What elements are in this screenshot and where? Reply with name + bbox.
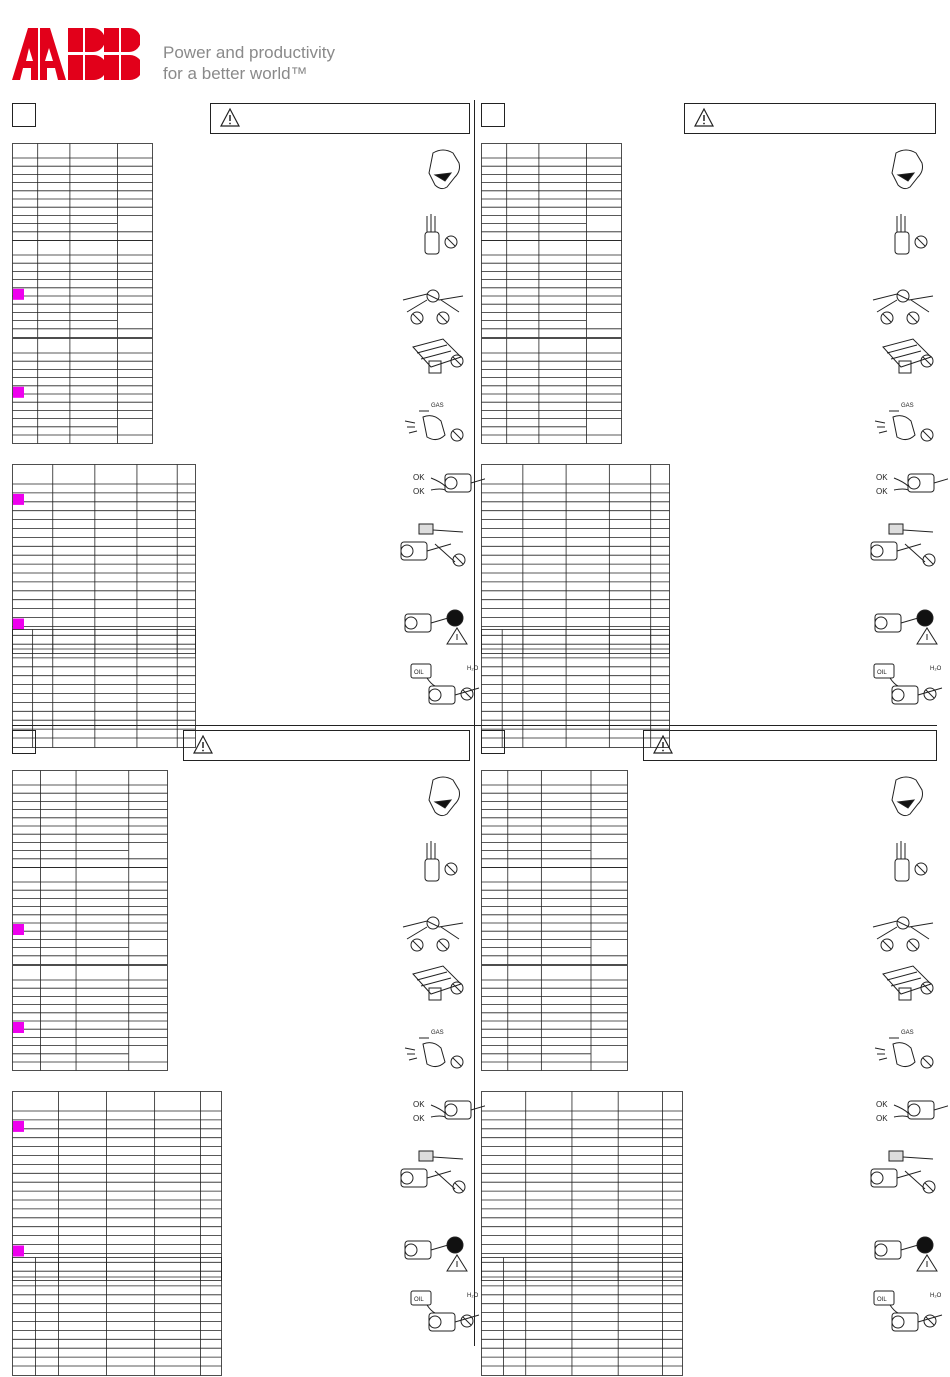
hand-icon bbox=[868, 145, 948, 201]
highlight-marker bbox=[13, 494, 24, 505]
spec-table-2-3 bbox=[481, 338, 623, 445]
oil-icon bbox=[868, 1285, 948, 1341]
hand-icon bbox=[405, 145, 485, 201]
spec-table-1-5 bbox=[12, 629, 197, 749]
warning-icon bbox=[652, 734, 674, 756]
svg-text:OK: OK bbox=[876, 1114, 888, 1123]
warning-icon bbox=[192, 734, 214, 756]
highlight-marker bbox=[13, 1246, 24, 1257]
svg-text:OK: OK bbox=[413, 487, 425, 496]
svg-text:H₂O: H₂O bbox=[930, 1293, 942, 1299]
spec-table-4-5 bbox=[481, 1257, 684, 1377]
svg-text:OK: OK bbox=[876, 1100, 888, 1109]
insert-icon bbox=[395, 837, 475, 893]
tagline-line-1: Power and productivity bbox=[163, 43, 335, 62]
svg-text:OK: OK bbox=[413, 1114, 425, 1123]
spec-table-2-4 bbox=[481, 464, 671, 655]
svg-text:GAS: GAS bbox=[901, 403, 914, 409]
gas-icon bbox=[395, 1022, 475, 1078]
hand-icon bbox=[405, 772, 485, 828]
power-icon bbox=[865, 1223, 945, 1279]
highlight-marker bbox=[13, 289, 24, 300]
spec-table-1-2 bbox=[12, 240, 154, 339]
spec-table-1-1 bbox=[12, 143, 154, 242]
svg-text:H₂O: H₂O bbox=[930, 666, 942, 672]
ok-icon bbox=[868, 460, 948, 516]
pliers-icon bbox=[865, 272, 945, 328]
section-number-box bbox=[12, 730, 36, 754]
svg-text:H₂O: H₂O bbox=[467, 1293, 479, 1299]
abb-logo bbox=[12, 28, 140, 80]
bend-icon bbox=[865, 520, 945, 576]
highlight-marker bbox=[13, 924, 24, 935]
ok-icon bbox=[405, 1087, 485, 1143]
warning-box bbox=[210, 103, 470, 134]
warning-box bbox=[643, 730, 937, 761]
spec-table-3-3 bbox=[12, 965, 169, 1072]
tagline-line-2: for a better world™ bbox=[163, 64, 308, 83]
spec-table-4-3 bbox=[481, 965, 629, 1072]
clamp-icon bbox=[395, 960, 475, 1016]
power-icon bbox=[865, 596, 945, 652]
tagline bbox=[163, 42, 335, 84]
ok-icon bbox=[868, 1087, 948, 1143]
clamp-icon bbox=[395, 333, 475, 389]
highlight-marker bbox=[13, 1121, 24, 1132]
section-number-box bbox=[481, 103, 505, 127]
spec-table-3-1 bbox=[12, 770, 169, 869]
highlight-marker bbox=[13, 387, 24, 398]
svg-text:OIL: OIL bbox=[414, 1297, 424, 1303]
svg-text:OK: OK bbox=[413, 1100, 425, 1109]
svg-text:H₂O: H₂O bbox=[467, 666, 479, 672]
spec-table-4-4 bbox=[481, 1091, 684, 1282]
highlight-marker bbox=[13, 1022, 24, 1033]
warning-icon bbox=[219, 107, 241, 129]
oil-icon bbox=[868, 658, 948, 714]
spec-table-3-4 bbox=[12, 1091, 223, 1282]
spec-table-2-1 bbox=[481, 143, 623, 242]
svg-text:OK: OK bbox=[876, 487, 888, 496]
warning-box bbox=[183, 730, 470, 761]
oil-icon bbox=[405, 658, 485, 714]
warning-box bbox=[684, 103, 936, 134]
hand-icon bbox=[868, 772, 948, 828]
bend-icon bbox=[395, 1147, 475, 1203]
power-icon bbox=[395, 596, 475, 652]
gas-icon bbox=[865, 1022, 945, 1078]
spec-table-2-2 bbox=[481, 240, 623, 339]
insert-icon bbox=[865, 210, 945, 266]
clamp-icon bbox=[865, 333, 945, 389]
svg-text:GAS: GAS bbox=[901, 1030, 914, 1036]
spec-table-4-1 bbox=[481, 770, 629, 869]
spec-table-1-4 bbox=[12, 464, 197, 655]
bend-icon bbox=[395, 520, 475, 576]
svg-text:OK: OK bbox=[876, 473, 888, 482]
spec-table-1-3 bbox=[12, 338, 154, 445]
power-icon bbox=[395, 1223, 475, 1279]
gas-icon bbox=[395, 395, 475, 451]
svg-text:OIL: OIL bbox=[877, 670, 887, 676]
insert-icon bbox=[865, 837, 945, 893]
clamp-icon bbox=[865, 960, 945, 1016]
svg-text:OK: OK bbox=[413, 473, 425, 482]
warning-icon bbox=[693, 107, 715, 129]
highlight-marker bbox=[13, 619, 24, 630]
pliers-icon bbox=[395, 272, 475, 328]
section-number-box bbox=[12, 103, 36, 127]
svg-text:OIL: OIL bbox=[414, 670, 424, 676]
svg-text:OIL: OIL bbox=[877, 1297, 887, 1303]
spec-table-3-5 bbox=[12, 1257, 223, 1377]
spec-table-4-2 bbox=[481, 867, 629, 966]
svg-text:GAS: GAS bbox=[431, 1030, 444, 1036]
spec-table-3-2 bbox=[12, 867, 169, 966]
oil-icon bbox=[405, 1285, 485, 1341]
gas-icon bbox=[865, 395, 945, 451]
ok-icon bbox=[405, 460, 485, 516]
section-number-box bbox=[481, 730, 505, 754]
svg-text:GAS: GAS bbox=[431, 403, 444, 409]
pliers-icon bbox=[395, 899, 475, 955]
bend-icon bbox=[865, 1147, 945, 1203]
pliers-icon bbox=[865, 899, 945, 955]
insert-icon bbox=[395, 210, 475, 266]
